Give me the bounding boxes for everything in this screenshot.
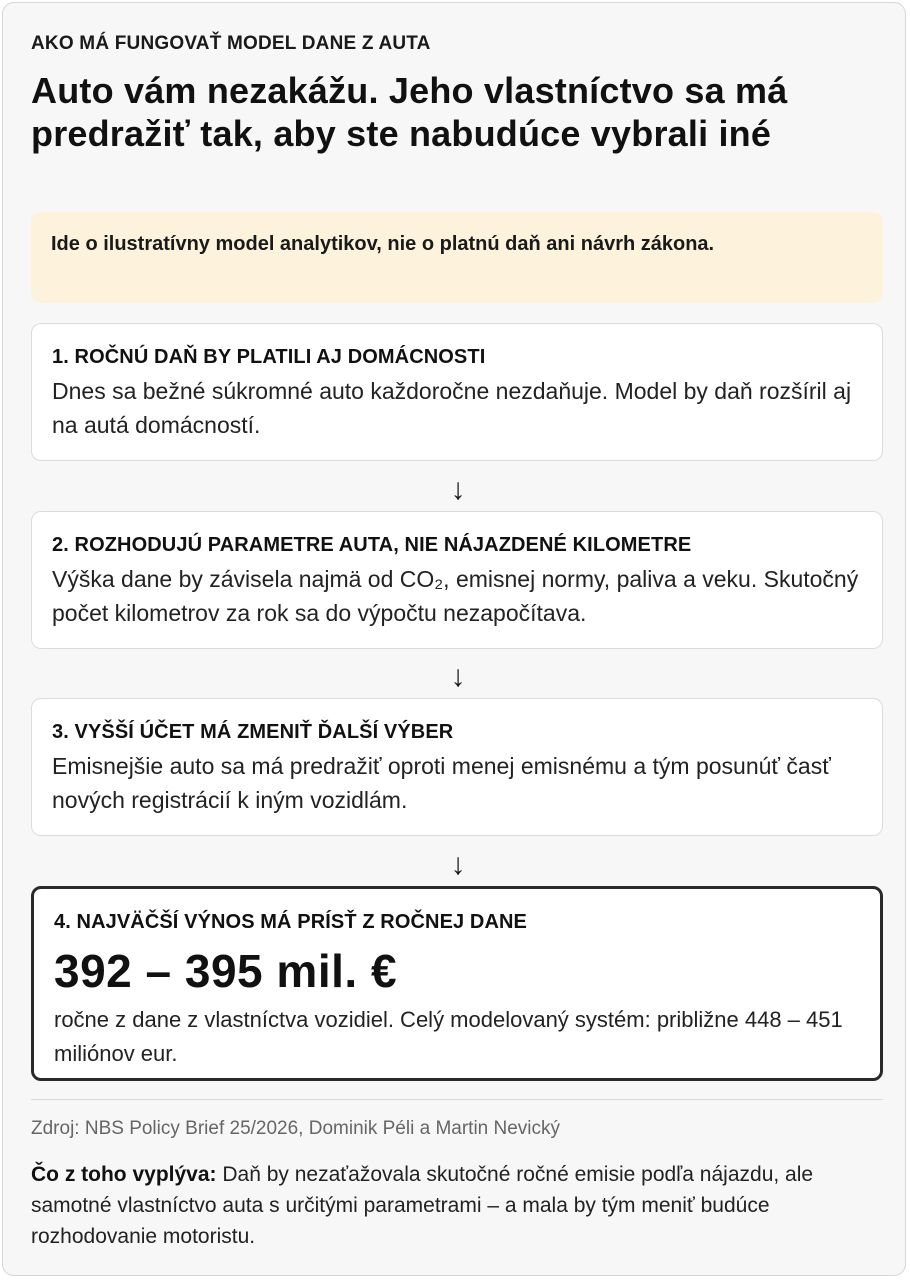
disclaimer-note	[31, 212, 883, 303]
headline: Auto vám nezakážu. Jeho vlastníctvo sa má predražiť tak, aby ste nabudúce vybrali iné	[31, 70, 788, 154]
conclusion-text: Daň by nezaťažovala skutočné ročné emisie podľa nájazdu, ale samotné vlastníctvo auta s určitými parametrami – a mala by tým meniť budúce rozhodovanie motoristu.	[31, 1163, 814, 1248]
step-1-title: 1. ROČNÚ DAŇ BY PLATILI AJ DOMÁCNOSTI	[52, 346, 486, 368]
step-3	[31, 698, 883, 836]
step-2	[31, 511, 883, 649]
arrow-down-icon: ↓	[450, 848, 466, 881]
step-1-text: Dnes sa bežné súkromné auto každoročne nezdaňuje. Model by daň rozšíril aj na autá domácností.	[52, 378, 852, 438]
revenue-figure: 392 – 395 mil. €	[54, 945, 398, 997]
source-line: Zdroj: NBS Policy Brief 25/2026, Dominik Péli a Martin Nevický	[31, 1118, 561, 1139]
kicker: AKO MÁ FUNGOVAŤ MODEL DANE Z AUTA	[31, 33, 431, 54]
divider	[31, 1099, 883, 1100]
disclaimer-text: Ide o ilustratívny model analytikov, nie o platnú daň ani návrh zákona.	[51, 233, 715, 255]
step-4-title: 4. NAJVÄČŠÍ VÝNOS MÁ PRÍSŤ Z ROČNEJ DANE	[54, 911, 527, 933]
conclusion-label: Čo z toho vyplýva:	[31, 1163, 217, 1186]
infographic-card	[2, 2, 906, 1276]
arrow-down-icon: ↓	[450, 473, 466, 506]
step-2-text: Výška dane by závisela najmä od CO₂, emisnej normy, paliva a veku. Skutočný počet kilometrov za rok sa do výpočtu nezapočítava.	[52, 566, 859, 626]
step-2-title: 2. ROZHODUJÚ PARAMETRE AUTA, NIE NÁJAZDENÉ KILOMETRE	[52, 534, 692, 556]
step-1	[31, 323, 883, 461]
arrow-down-icon: ↓	[450, 660, 466, 693]
step-3-title: 3. VYŠŠÍ ÚČET MÁ ZMENIŤ ĎALŠÍ VÝBER	[52, 721, 454, 743]
step-4-highlight	[31, 886, 883, 1081]
step-3-text: Emisnejšie auto sa má predražiť oproti menej emisnému a tým posunúť časť nových registrácií k iným vozidlám.	[52, 753, 831, 813]
conclusion	[31, 1159, 881, 1252]
step-4-text: ročne z dane z vlastníctva vozidiel. Celý modelovaný systém: približne 448 – 451 miliónov eur.	[54, 1007, 843, 1066]
